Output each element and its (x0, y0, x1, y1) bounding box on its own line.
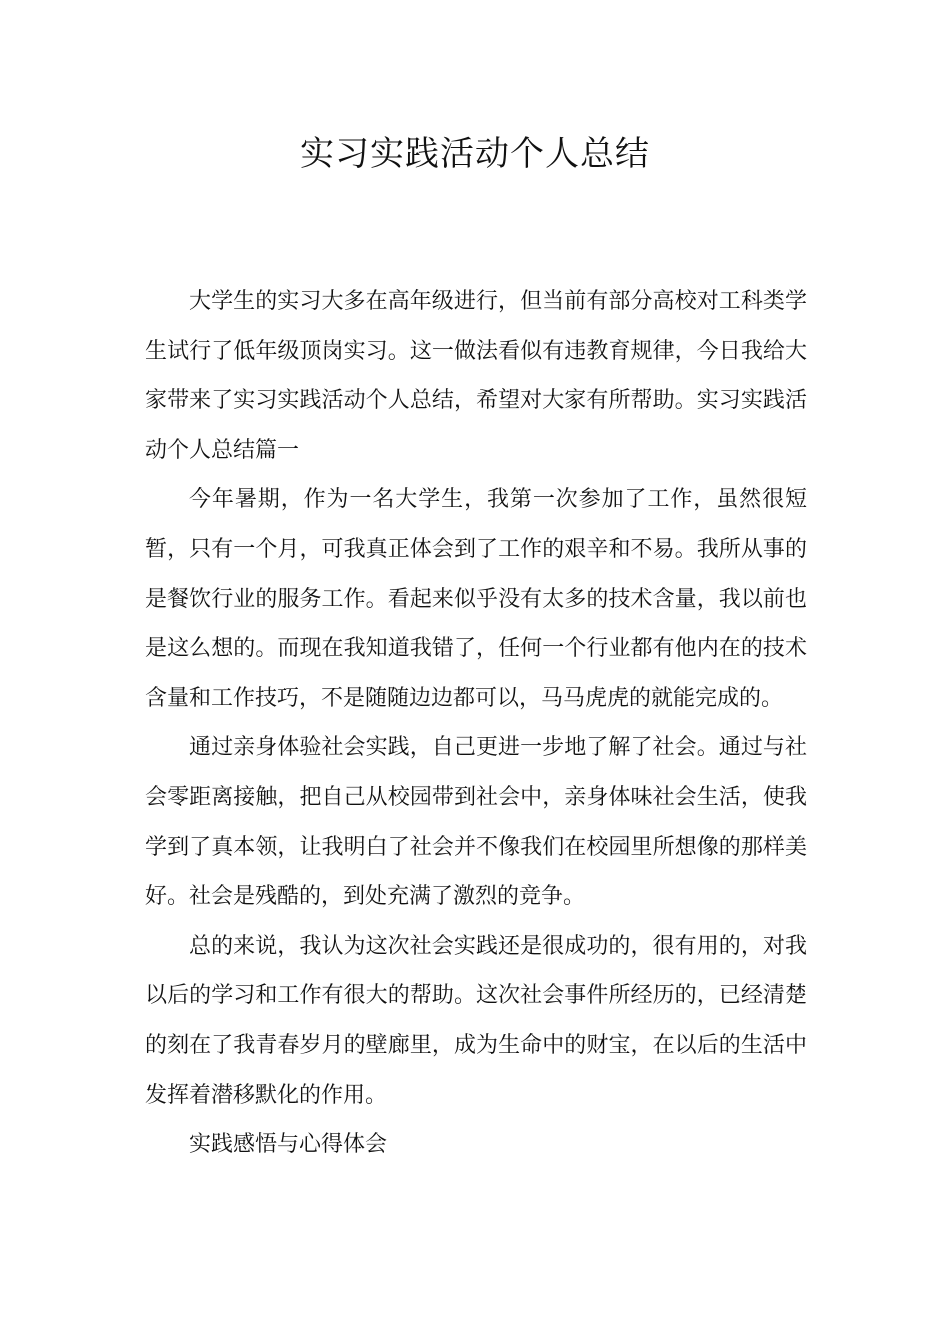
paragraph-social-practice: 通过亲身体验社会实践，自己更进一步地了解了社会。通过与社会零距离接触，把自己从校园带到社会中，亲身体味社会生活，使我学到了真本领，让我明白了社会并不像我们在校园里所想像的那样美好。社会是残酷的，到处充满了激烈的竞争。 (145, 735, 807, 910)
paragraph-conclusion: 总的来说，我认为这次社会实践还是很成功的，很有用的，对我以后的学习和工作有很大的帮助。这次社会事件所经历的，已经清楚的刻在了我青春岁月的壁廊里，成为生命中的财宝，在以后的生活中发挥着潜移默化的作用。 (145, 933, 807, 1108)
paragraph-intro: 大学生的实习大多在高年级进行，但当前有部分高校对工科类学生试行了低年级顶岗实习。这一做法看似有违教育规律，今日我给大家带来了实习实践活动个人总结，希望对大家有所帮助。实习实践活动个人总结篇一 (145, 289, 807, 463)
section-heading: 实践感悟与心得体会 (189, 1132, 388, 1158)
paragraph-work-experience: 今年暑期，作为一名大学生，我第一次参加了工作，虽然很短暂，只有一个月，可我真正体会到了工作的艰辛和不易。我所从事的是餐饮行业的服务工作。看起来似乎没有太多的技术含量，我以前也是这么想的。而现在我知道我错了，任何一个行业都有他内在的技术含量和工作技巧，不是随随边边都可以，马马虎虎的就能完成的。 (145, 487, 807, 711)
document-body (145, 277, 807, 1170)
document-title: 实习实践活动个人总结 (300, 134, 650, 174)
